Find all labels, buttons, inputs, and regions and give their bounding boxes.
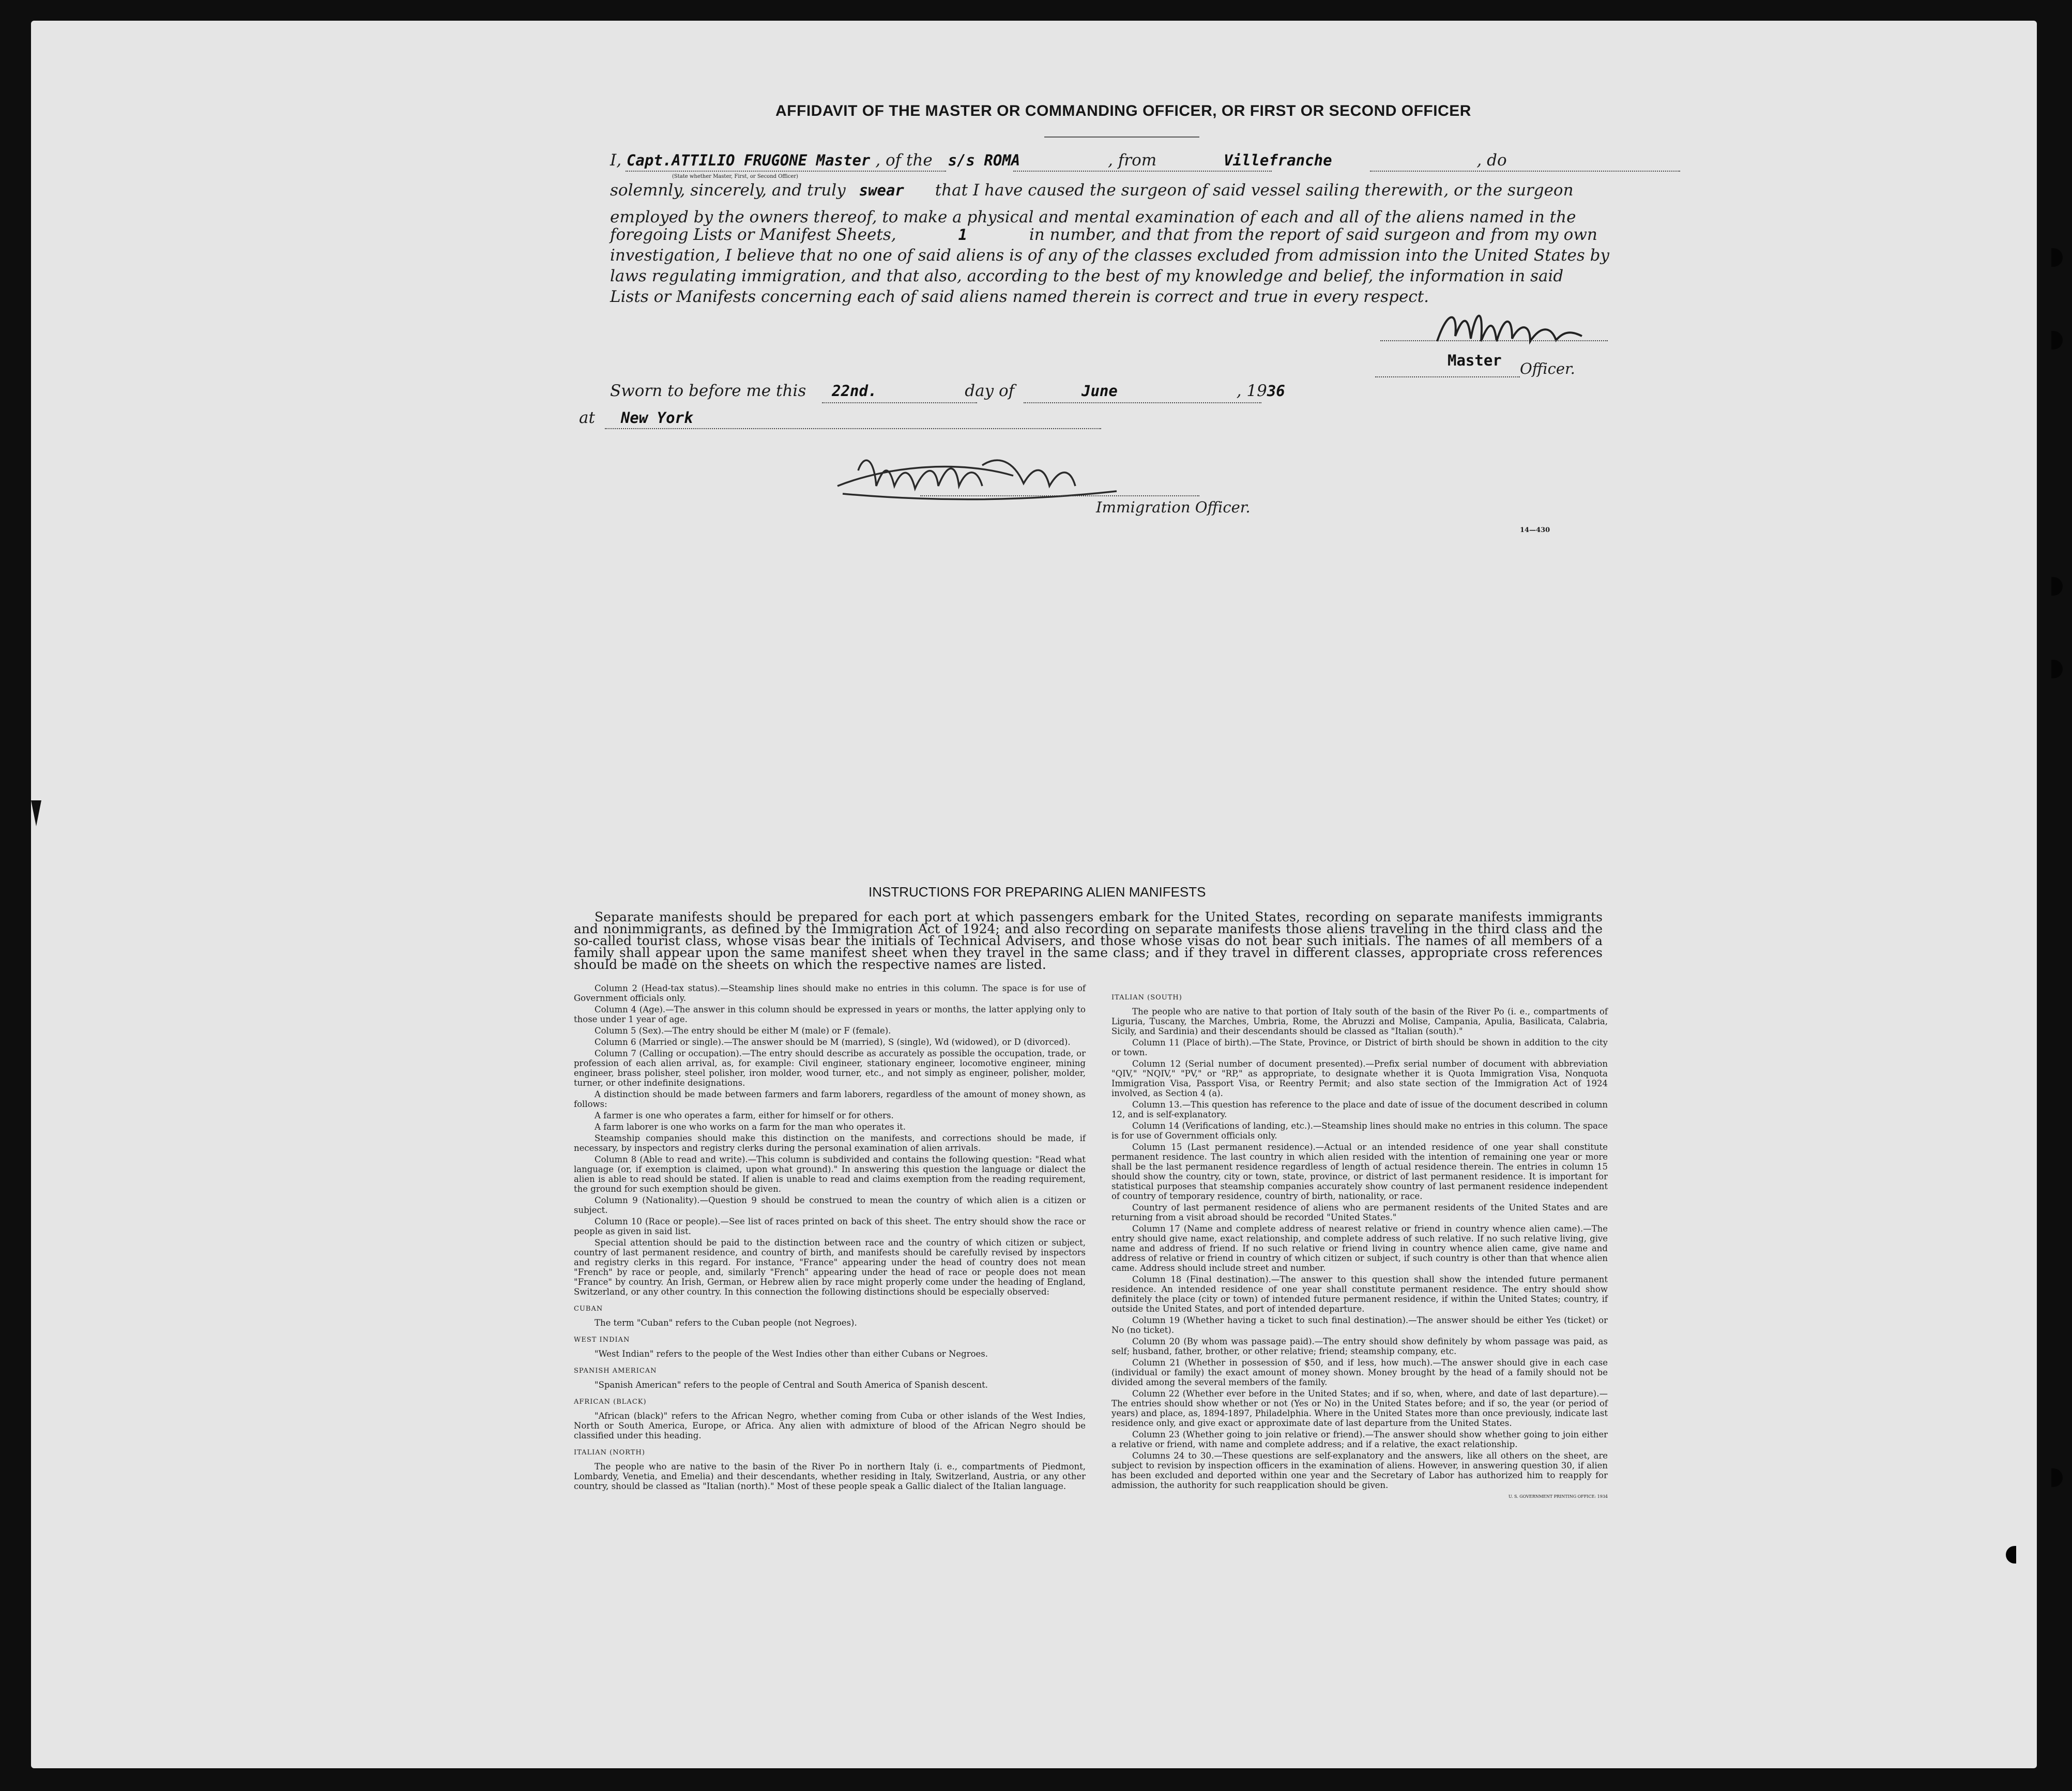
- heading-italian-south: ITALIAN (SOUTH): [1111, 994, 1182, 1001]
- instruction-paragraph: The people who are native to that portion of Italy south of the basin of the River Po (i. e., compartments of Liguria, Tuscany, the Marches, Umbria, Rome, the Abruzzi and Molise, Campania, Apulia, Basilicata, Calabria, Sicily, and Sardinia) and their descendants should be classed as "Italian (south).": [1111, 1007, 1608, 1036]
- instruction-paragraph: A farm laborer is one who works on a farm for the man who operates it.: [595, 1122, 906, 1132]
- sworn-day: 22nd.: [832, 382, 877, 400]
- title-rule: [1044, 136, 1199, 138]
- sworn-line: Sworn to before me this 22nd. day of June , 1936: [610, 382, 1285, 400]
- instruction-paragraph: Special attention should be paid to the distinction between race and the country of which citizen or subject, country of last permanent residence, and country of birth, and manifests should be carefully revised by inspectors and registry clerks in this regard. For instance, "France" appearing under the head of country does not mean "French" by race or people, and, similarly "French" appearing under the head of race or people does not mean "France" by country. An Irish, German, or Hebrew alien by race might properly come under the heading of England, Switzerland, or any other country. In this connection the following distinctions should be especially observed:: [574, 1238, 1086, 1297]
- binder-hole: [2051, 1468, 2063, 1487]
- instruction-paragraph: Country of last permanent residence of aliens who are permanent residents of the United States and are returning from a visit abroad should be recorded "United States.": [1111, 1203, 1608, 1222]
- heading-west-indian: WEST INDIAN: [574, 1336, 630, 1344]
- instruction-paragraph: Column 17 (Name and complete address of nearest relative or friend in country whence alien came).—The entry should give name, exact relationship, and complete address of such relative. If no such relative living, give name and address of friend. If no such relative or friend living in country whence alien came, give name and address of relative or friend in country of which citizen or subject, if such country is other than that whence alien came. Address should include street and number.: [1111, 1224, 1608, 1273]
- instruction-paragraph: Column 18 (Final destination).—The answer to this question shall show the intended future permanent residence. An intended residence of one year shall constitute permanent residence. The entry should show definitely the place (city or town) of intended future permanent residence, if within the United States; country, if outside the United States, and port of intended departure.: [1111, 1274, 1608, 1314]
- instruction-paragraph: Column 20 (By whom was passage paid).—The entry should show definitely by whom passage was paid, as self; husband, father, brother, or other relative; friend; steamship company, etc.: [1111, 1337, 1608, 1356]
- day-dots: [822, 402, 977, 403]
- instruction-paragraph: Column 14 (Verifications of landing, etc.).—Steamship lines should make no entries in this column. The space is for use of Government officials only.: [1111, 1121, 1608, 1141]
- instruction-paragraph: Column 23 (Whether going to join relative or friend).—The answer should show whether going to join either a relative or friend, with name and complete address; and if a relative, the exact relationship.: [1111, 1430, 1608, 1449]
- instruction-paragraph: The term "Cuban" refers to the Cuban people (not Negroes).: [595, 1318, 857, 1328]
- instruction-paragraph: Column 21 (Whether in possession of $50, and if less, how much).—The answer should give in each case (individual or family) the exact amount of money shown. Money brought by the head of a family should not be divided among the several members of the family.: [1111, 1358, 1608, 1387]
- margin-mark: [31, 800, 41, 826]
- port-dots: [1370, 171, 1680, 172]
- vessel-name: s/s ROMA: [948, 151, 1020, 169]
- affidavit-line-5: investigation, I believe that no one of said aliens is of any of the classes excluded from admission into the United States by: [610, 246, 1610, 265]
- instructions-left-column: [574, 983, 1086, 1493]
- vessel-dots: [1013, 171, 1272, 172]
- instructions-right-column: [1111, 993, 1608, 1503]
- sworn-month: June: [1081, 382, 1118, 400]
- printer-note: U. S. GOVERNMENT PRINTING OFFICE: 1934: [1508, 1494, 1608, 1499]
- officer-dots: [626, 171, 946, 172]
- instruction-paragraph: Column 12 (Serial number of document presented).—Prefix serial number of document with abbreviation "QIV," "NQIV," "PV," or "RP," as appropriate, to designate whether it is Quota Immigration Visa, Nonquota Immigration Visa, Passport Visa, or Reentry Permit; and also state section of the Immigration Act of 1924 involved, as Section 4 (a).: [1111, 1059, 1608, 1098]
- signer-rank: Master: [1448, 352, 1502, 369]
- instruction-paragraph: Steamship companies should make this distinction on the manifests, and corrections should be made, if necessary, by inspectors and registry clerks during the personal examination of alien arrivals.: [574, 1133, 1086, 1153]
- port-from: Villefranche: [1224, 151, 1332, 169]
- immigration-signature-line: [920, 495, 1199, 496]
- instruction-paragraph: Column 8 (Able to read and write).—This column is subdivided and contains the following question: "Read what language (or, if exemption is claimed, upon what ground)." In answering this question the language or dialect the alien is able to read should be stated. If alien is unable to read and claims exemption from the reading requirement, the ground for such exemption should be given.: [574, 1155, 1086, 1194]
- instruction-paragraph: Column 11 (Place of birth).—The State, Province, or District of birth should be shown in addition to the city or town.: [1111, 1038, 1608, 1057]
- manifest-sheet: [31, 21, 2037, 1768]
- at-line: at New York: [579, 408, 693, 427]
- officer-label: Officer.: [1520, 360, 1575, 377]
- sheet-count: 1: [958, 226, 967, 244]
- instructions-title: INSTRUCTIONS FOR PREPARING ALIEN MANIFESTS: [869, 884, 1206, 900]
- instruction-paragraph: Column 19 (Whether having a ticket to such final destination).—The answer should be either Yes (ticket) or No (no ticket).: [1111, 1315, 1608, 1335]
- instruction-paragraph: "Spanish American" refers to the people of Central and South America of Spanish descent.: [595, 1380, 988, 1390]
- affidavit-line-2: solemnly, sincerely, and truly swear that I have caused the surgeon of said vessel sailing therewith, or the surgeon: [610, 181, 1574, 200]
- binder-hole: [2051, 331, 2063, 350]
- heading-cuban: CUBAN: [574, 1305, 603, 1313]
- rank-dots: [1375, 376, 1520, 377]
- binder-hole: [2051, 577, 2063, 596]
- instruction-paragraph: A distinction should be made between farmers and farm laborers, regardless of the amount of money shown, as follows:: [574, 1089, 1086, 1109]
- instruction-paragraph: A farmer is one who operates a farm, either for himself or for others.: [595, 1111, 894, 1120]
- officer-note: (State whether Master, First, or Second Officer): [672, 174, 798, 179]
- affidavit-title: AFFIDAVIT OF THE MASTER OR COMMANDING OFFICER, OR FIRST OR SECOND OFFICER: [775, 102, 1471, 119]
- instructions-intro: Separate manifests should be prepared for each port at which passengers embark for the United States, recording on separate manifests immigrants and nonimmigrants, as defined by the Immigration Act of 1924; and also recording on separate manifests those aliens traveling in the third class and the so-called tourist class, whose visas bear the initials of Technical Advisers, and those whose visas do not bear such initials. The names of all members of a family shall appear upon the same manifest sheet when they travel in the same class; and if they travel in different classes, appropriate cross references should be made on the sheets on which the respective names are listed.: [574, 909, 1603, 972]
- master-signature: [1427, 300, 1613, 357]
- affidavit-line-4: foregoing Lists or Manifest Sheets, 1 in number, and that from the report of said surgeon and from my own: [610, 225, 1597, 244]
- affidavit-line-6: laws regulating immigration, and that also, according to the best of my knowledge and belief, the information in said: [610, 267, 1564, 285]
- instruction-paragraph: Column 4 (Age).—The answer in this column should be expressed in years or months, the latter applying only to those under 1 year of age.: [574, 1005, 1086, 1024]
- instruction-paragraph: The people who are native to the basin of the River Po in northern Italy (i. e., compartments of Piedmont, Lombardy, Venetia, and Emelia) and their descendants, whether residing in Italy, Switzerland, Austria, or any other country, should be classed as "Italian (north)." Most of these people speak a Gallic dialect of the Italian language.: [574, 1462, 1086, 1491]
- instruction-paragraph: Column 6 (Married or single).—The answer should be M (married), S (single), Wd (widowed), or D (divorced).: [595, 1037, 1071, 1047]
- officer-name: Capt.ATTILIO FRUGONE Master: [626, 151, 871, 169]
- instruction-paragraph: Column 5 (Sex).—The entry should be either M (male) or F (female).: [595, 1026, 891, 1036]
- affidavit-line-3: employed by the owners thereof, to make a physical and mental examination of each and all of the aliens named in the: [610, 208, 1576, 226]
- instruction-paragraph: "African (black)" refers to the African Negro, whether coming from Cuba or other islands of the West Indies, North or South America, Europe, or Africa. Any alien with admixture of blood of the African Negro should be classified under this heading.: [574, 1411, 1086, 1440]
- form-number: 14—430: [1520, 526, 1550, 534]
- month-dots: [1024, 402, 1261, 403]
- instruction-paragraph: Column 9 (Nationality).—Question 9 should be construed to mean the country of which alien is a citizen or subject.: [574, 1195, 1086, 1215]
- binder-hole: [2051, 660, 2063, 678]
- instruction-paragraph: Column 2 (Head-tax status).—Steamship lines should make no entries in this column. The space is for use of Government officials only.: [574, 983, 1086, 1003]
- affidavit-line-7: Lists or Manifests concerning each of said aliens named therein is correct and true in every respect.: [610, 287, 1429, 306]
- immigration-officer-label: Immigration Officer.: [1096, 498, 1251, 516]
- heading-italian-north: ITALIAN (NORTH): [574, 1449, 645, 1456]
- instruction-paragraph: Column 22 (Whether ever before in the United States; and if so, when, where, and date of last departure).—The entries should show whether or not (Yes or No) in the United States before; and if so, the year (or period of years) and place, as, 1894-1897, Philadelphia. Where in the United States more than once previously, indicate last residence only, and give exact or approximate date of last departure from the United States.: [1111, 1389, 1608, 1428]
- sworn-year: 36: [1267, 382, 1285, 400]
- heading-african: AFRICAN (BLACK): [574, 1398, 647, 1406]
- instruction-paragraph: Column 10 (Race or people).—See list of races printed on back of this sheet. The entry should show the race or people as given in said list.: [574, 1217, 1086, 1236]
- heading-spanish-american: SPANISH AMERICAN: [574, 1367, 657, 1375]
- oath-word: swear: [859, 181, 904, 199]
- sworn-place: New York: [620, 409, 693, 427]
- instruction-paragraph: Columns 24 to 30.—These questions are self-explanatory and the answers, like all others on the sheet, are subject to revision by inspection officers in the examination of aliens. However, in answering question 30, if alien has been excluded and deported within one year and the Secretary of Labor has authorized him to reapply for admission, the authority for such reapplication should be given.: [1111, 1451, 1608, 1490]
- instruction-paragraph: Column 7 (Calling or occupation).—The entry should describe as accurately as possible the occupation, trade, or profession of each alien arrival, as, for example: Civil engineer, stationary engineer, locomotive engineer, mining engineer, brass polisher, steel polisher, iron molder, wood turner, etc., and not simply as engineer, polisher, molder, turner, or other indefinite designations.: [574, 1049, 1086, 1088]
- instruction-paragraph: "West Indian" refers to the people of the West Indies other than either Cubans or Negroes.: [595, 1349, 988, 1359]
- place-dots: [605, 428, 1101, 429]
- binder-hole: [2051, 248, 2063, 267]
- instruction-paragraph: Column 13.—This question has reference to the place and date of issue of the document described in column 12, and is self-explanatory.: [1111, 1100, 1608, 1119]
- affidavit-line-1: I, Capt.ATTILIO FRUGONE Master , of the s/s ROMA , from Villefranche , do: [610, 151, 1507, 170]
- instruction-paragraph: Column 15 (Last permanent residence).—Actual or an intended residence of one year shall constitute permanent residence. The last country in which alien resided with the intention of remaining one year or more shall be the last permanent residence regardless of length of actual residence therein. The entries in column 15 should show the country, city or town, state, province, or district of last permanent residence. It is important for statistical purposes that steamship companies accurately show country of last permanent residence independent of country of temporary residence, country of birth, nationality, or race.: [1111, 1142, 1608, 1201]
- master-signature-line: [1380, 340, 1608, 341]
